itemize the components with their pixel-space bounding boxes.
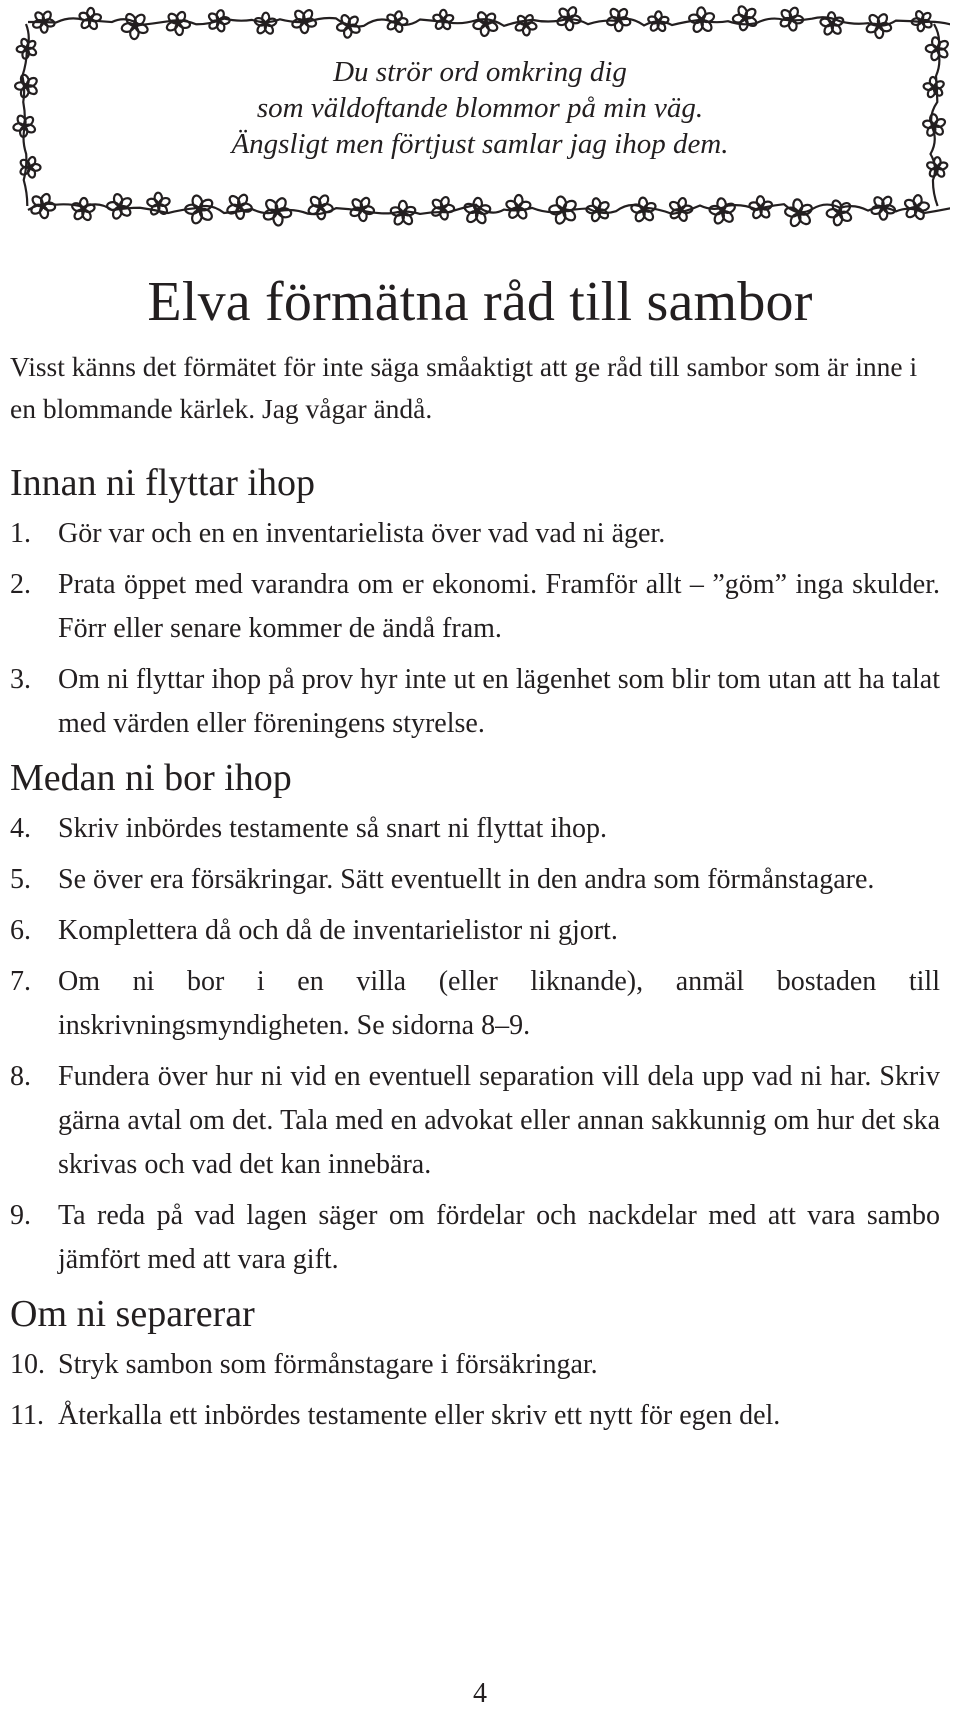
flower-doodle — [826, 199, 852, 226]
poem-line: Du strör ord omkring dig — [333, 56, 627, 88]
item-number: 8. — [10, 1061, 31, 1092]
section-while-living-together — [10, 753, 940, 1282]
flower-doodle — [505, 195, 531, 220]
flower-doodle — [165, 11, 190, 36]
item-text: Komplettera då och då de inventarielistor ni gjort. — [58, 915, 618, 946]
page-title: Elva förmätna råd till sambor — [147, 271, 813, 333]
flower-doodle — [926, 37, 950, 62]
poem-line: som väldoftande blommor på min väg. — [256, 92, 704, 124]
flower-doodle — [78, 8, 101, 31]
flower-doodle — [549, 195, 578, 225]
item-text: Återkalla ett inbördes testamente eller skriv ett nytt för egen del. — [58, 1400, 781, 1431]
flower-doodle — [349, 196, 374, 221]
item-number: 6. — [10, 915, 31, 946]
flower-doodle — [15, 74, 38, 98]
list-item — [10, 909, 940, 953]
flower-doodle — [226, 193, 253, 219]
flower-doodle — [779, 6, 803, 31]
advice-content — [10, 458, 940, 1445]
list-item — [10, 1394, 940, 1438]
advice-list — [10, 1343, 940, 1438]
item-number: 4. — [10, 813, 31, 844]
flower-doodle — [556, 6, 581, 31]
list-item — [10, 1343, 940, 1387]
item-text: Se över era försäkringar. Sätt eventuellt in den andra som förmånstagare. — [58, 864, 875, 895]
list-item — [10, 658, 940, 746]
flower-doodle — [431, 196, 455, 220]
flower-doodle — [262, 197, 292, 226]
flower-doodle — [19, 156, 41, 178]
flower-doodle — [631, 197, 657, 223]
flower-doodle — [903, 194, 929, 220]
flower-doodle — [870, 195, 896, 220]
section-before-moving — [10, 458, 940, 746]
flower-doodle — [254, 13, 277, 36]
item-text: Om ni flyttar ihop på prov hyr inte ut en lägenhet som blir tom utan att ha talat med värden eller föreningens styrelse. — [58, 664, 940, 739]
item-text: Ta reda på vad lagen säger om fördelar och nackdelar med att vara sambo jämfört med att vara gift. — [58, 1200, 940, 1275]
flower-doodle — [71, 198, 95, 222]
advice-list — [10, 512, 940, 746]
flower-doodle — [709, 198, 736, 225]
list-item — [10, 960, 940, 1048]
item-number: 2. — [10, 569, 31, 600]
flower-doodle — [926, 157, 948, 178]
section-heading: Om ni separerar — [10, 1293, 255, 1335]
flower-doodle — [733, 5, 758, 31]
flower-doodle — [146, 193, 170, 217]
flower-doodle — [107, 193, 133, 220]
flower-doodle — [307, 194, 333, 220]
flower-doodle — [386, 11, 408, 33]
item-text: Prata öppet med varandra om er ekonomi. Framför allt – ”göm” inga skulder. Förr eller senare kommer de ändå fram. — [58, 569, 940, 644]
list-item — [10, 512, 940, 556]
flower-doodle — [515, 14, 538, 36]
list-item — [10, 563, 940, 651]
flower-doodle — [336, 14, 361, 38]
item-number: 3. — [10, 664, 31, 695]
item-text: Om ni bor i en villa (eller liknande), anmäl bostaden till inskrivningsmyndigheten. Se sidorna 8–9. — [58, 966, 940, 1041]
intro-paragraph: Visst känns det förmätet för inte säga småaktigt att ge råd till sambor som är inne i en blommande kärlek. Jag vågar ändå. — [10, 351, 918, 424]
section-heading: Innan ni flyttar ihop — [10, 462, 315, 504]
flower-doodle — [820, 12, 845, 36]
flower-doodle — [785, 199, 814, 228]
flower-doodle — [922, 114, 946, 137]
item-number: 5. — [10, 864, 31, 895]
item-text: Fundera över hur ni vid en eventuell separation vill dela upp vad ni har. Skriv gärna avtal om det. Tala med en advokat eller annan sakkunnig om hur det ska skrivas och vad det kan innebära. — [58, 1061, 940, 1180]
flower-doodle — [30, 193, 56, 219]
item-text: Skriv inbördes testamente så snart ni flyttat ihop. — [58, 813, 608, 844]
flower-doodle — [121, 12, 149, 39]
item-number: 9. — [10, 1200, 31, 1231]
list-item — [10, 1055, 940, 1187]
item-number: 1. — [10, 518, 31, 549]
item-text: Stryk sambon som förmånstagare i försäkringar. — [58, 1349, 598, 1380]
poem-line: Ängsligt men förtjust samlar jag ihop dem. — [231, 128, 729, 160]
flower-frame — [10, 4, 950, 248]
flower-doodle — [923, 77, 945, 99]
item-number: 7. — [10, 966, 31, 997]
list-item — [10, 807, 940, 851]
list-item — [10, 1194, 940, 1282]
flower-doodle — [606, 7, 631, 31]
poem — [70, 54, 890, 162]
item-number: 11. — [10, 1400, 44, 1431]
flower-doodle — [207, 9, 229, 32]
flower-doodle — [647, 11, 669, 32]
page-number: 4 — [473, 1678, 487, 1709]
section-if-separating — [10, 1289, 940, 1438]
item-number: 10. — [10, 1349, 45, 1380]
item-text: Gör var och en en inventarielista över vad vad ni äger. — [58, 518, 666, 549]
flower-doodle — [473, 11, 499, 37]
list-item — [10, 858, 940, 902]
section-heading: Medan ni bor ihop — [10, 757, 292, 799]
advice-list — [10, 807, 940, 1282]
flower-doodle — [432, 10, 454, 31]
